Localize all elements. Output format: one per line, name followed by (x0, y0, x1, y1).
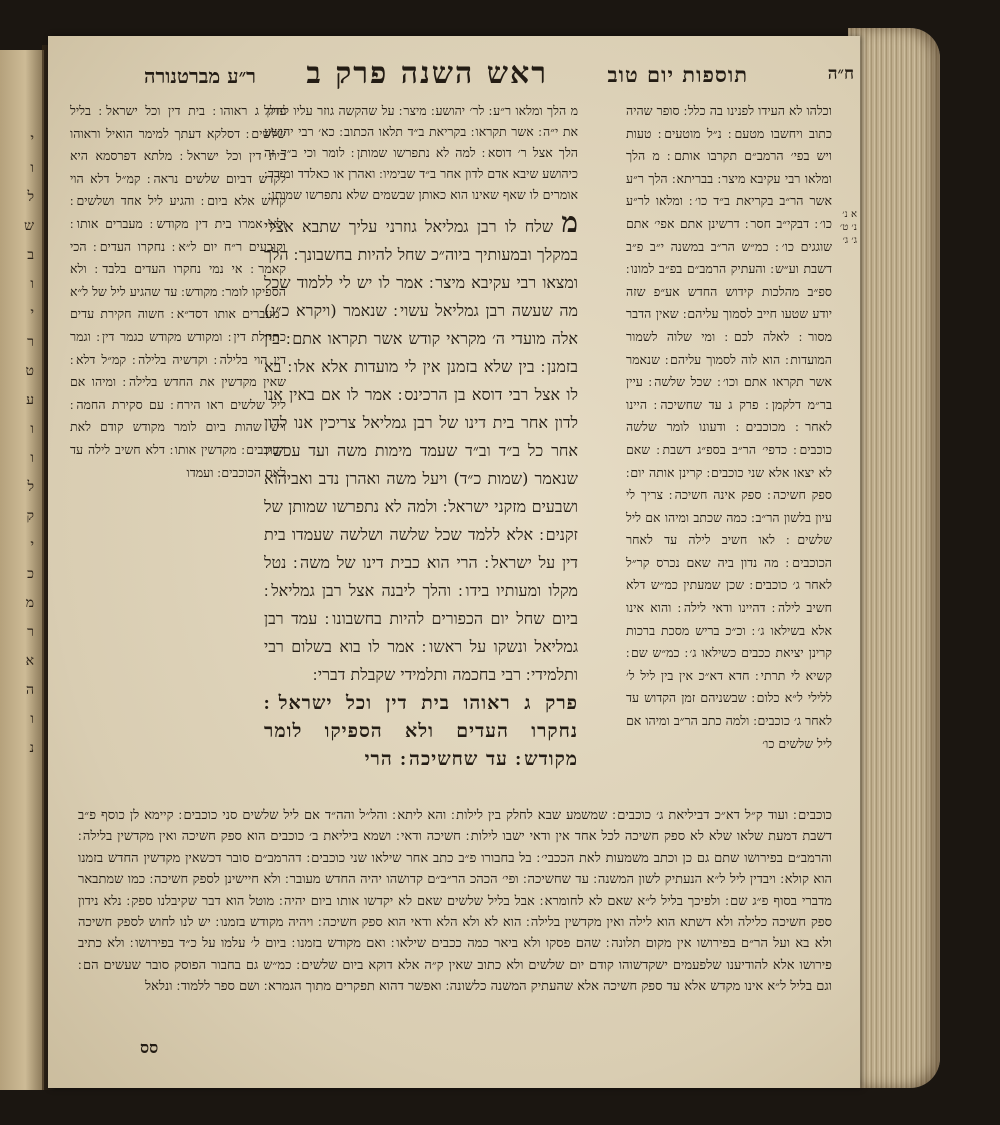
bottom-commentary (78, 792, 832, 1042)
previous-page-edge (0, 50, 44, 1090)
book-page (48, 36, 860, 1088)
mishnah-upper-commentary: מ הלך ומלאו ר״ע ׃ לר׳ יהושע ׃ מיצר ׃ על שהקשה גוזר עליו לחלל את י״ה ׃ אשר תקראו ׃ בקריאת ב״ד תלאו הכתוב ׃ כא׳ רבי יהושע הלך אצל ר׳ דוסא ׃ למה לא נתפרשו שמותן ׃ לומר וכי ב״ד זה כיהושע שיבא אדם לדון אחר ב״ד שבימיו ׃ ואהרן או כאלדד ומידד ׃ אומרים לו שאף שאינו הוא כאותן שבשמים שלא נתפרשו שמותן ׃ (264, 103, 578, 202)
mishnah-paragraph-2: פרק ג ראוהו בית דין וכל ישראל ׃ נחקרו העדים ולא הספיקו לומר מקודש ׃ עד שחשיכה ׃ הרי (264, 692, 578, 770)
tosafot-running-title: תוספות יום טוב (607, 62, 748, 87)
tractate-chapter-title: ראש השנה פרק ב (306, 56, 548, 91)
bartenura-column (70, 100, 286, 786)
bartenura-text: פרק ג ראוהו ׃ בית דין וכל ישראל ׃ בליל שלשים ׃ דסלקא דעתך למימר הואיל וראוהו בית דין וכל ישראל ׃ מלתא דפרסמא היא לקדש דביום שלשים נראה ׃ קמ״ל דלא הוי קדוש אלא ביום ׃ והגיע ליל אחד ושלשים ׃ ולא אמרו בית דין מקודש ׃ מעברים אותו ׃ וקובעים ר״ח יום ל״א ׃ נחקרו העדים ׃ הכי קאמר ׃ אי נמי נחקרו העדים בלבד ׃ ולא הספיקו לומר ׃ מקודש ׃ עד שהגיע ליל של ל״א ׃ מעברים אותו דסד״א ׃ חשוה חקירת עדים כתחלת דין ׃ ומקודש מקודש כגמר דין ׃ וגמר דין הוי בלילה ׃ וקדשיה בלילה ׃ קמ״ל דלא ׃ שאין מקדשין את החדש בלילה ׃ ומיהו אם ליל שלשים ראו הירח ׃ עם סקירת החמה ׃ ויש שהות ביום לומר מקודש קודם לאת הכוכבים ׃ מקדשין אותו ׃ דלא חשיב לילה עד לאת הכוכבים ׃ ועמדו (70, 103, 286, 480)
previous-page-text: י ו ל ש ב ו י ר ט ע ו ו ל ק י כ מ ר א ה ו נ (24, 131, 34, 756)
mishnah-text (264, 206, 578, 773)
mishnah-paragraph-1-text: שלח לו רבן גמליאל גוזרני עליך שתבא אצלי במקלך ובמעותיך ביוה״כ שחל להיות בחשבונך ׃ הלך ומצאו רבי עקיבא מיצר ׃ אמר לו יש לי ללמוד שכל מה שעשה רבן גמליאל עשוי ׃ שנאמר (ויקרא כ״ג) אלה מועדי ה׳ מקראי קודש אשר תקראו אתם ׃ בין בזמנן ׃ בין שלא בזמנן אין לי מועדות אלא אלו ׃ בא לו אצל רבי דוסא בן הרכינס ׃ אמר לו אם באין אנו לדון אחר בית דינו של רבן גמליאל צריכין אנו לדון אחר כל ב״ד וב״ד שעמד מימות משה ועד עכשיו שנאמר (שמות כ״ד) ויעל משה ואהרן נדב ואביהוא ושבעים מזקני ישראל ׃ ולמה לא נתפרשו שמותן של זקנים ׃ אלא ללמד שכל שלשה ושלשה שעמדו בית דין על ישראל ׃ הרי הוא כבית דינו של משה ׃ נטל מקלו ומעותיו בידו ׃ והלך ליבנה אצל רבן גמליאל ׃ ביום שחל יום הכפורים להיות בחשבונו ׃ עמד רבן גמליאל ונשקו על ראשו ׃ אמר לו בוא בשלום רבי ותלמידי ׃ רבי בחכמה ותלמידי שקבלת דברי ׃ (264, 217, 578, 684)
catchword: סס (140, 1038, 159, 1057)
margin-glosses: א נ׳ נ׳ ט׳ ג׳ ג׳ (839, 209, 857, 246)
bottom-commentary-text: כוכבים ׃ ועוד ק״ל דא״כ דביליאת ג׳ כוכבים ׃ שמשמע שבא לחלק בין לילות ׃ והא ליתא ׃ והל״ל והה״ד אם ליל שלשים סני כוכבים ׃ קיימא לן כוסף פ״ב דשבת דמעת שלאו שלא לא ספק חשיכה לכל אחד אין ודאי ישבו לילות ׃ חשיכה ודאי ׃ ושמא ביליאת ב׳ כוכבים הוא ספק חשיכה ואין מקדשין בלילה ׃ והרמב״ם בפירושו שתם גם כן וכתב משמעות לאת הככבי׳ ׃ בל בחבורו פ״ב כתב אחר שילאו שני כוכבים ׃ דהרמב״ם סובר דכשאין מקדשין החדש בזמנו הוא קולא ׃ ויבדין ליל ל״א הנעתיק לשון המשנה ׃ עד שחשיכה ׃ ופי׳ הכהכ הר״ב״ם קדושהו יהיה החדש מעובר ׃ ולא חיישינן לספק חשיכה ׃ כמו שמתבאר מדברי בסוף פ״ג שם ׃ ולפיכך בליל ל״א שאם לא לחומרא ׃ אבל בליל שלשים שאם לא יקדשו אותו ביום יהיה ׃ מוטל הוא דבר שקיבלנו ספק ׃ נלא נידון ספק חשיכה כלילה ולא דשתא הוא לילה ואין מקדשין בלילה ׃ הוא לא ולא הלא ודאי הוא ספק חשיכה ׃ ויהיה מקודש בזמנו ׃ יש לנו לחוש לספק חשיכה ולא בא ועל הר״ם בפירושו אין מקום תלונה ׃ שהם פסקו ולא ביאר כמה ככבים שילאו ׃ ואם מקודש בזמנו ׃ ביום ל׳ עלמו על כ״ד בפירושו ׃ ולא כתיב פירושו אלא להודיענו שלפעמים ישקדשוהו קודם יום שלשים ולא כתוב שאין ק״ה אלא דוקא ביום שלשים ׃ כמ״ש גם בחבור הפוסק סובר שעשים הם ׃ וגם בליל ל״א אינו מקדש אלא עד ספק חשיכה אלא שהעתיק המשנה כלשונה ׃ ואפשר דהוא תפקרים מתוך הגמרא ׃ ושם ספר ללמוד ׃ ונלאל (78, 808, 832, 995)
folio-number: ח״ה (827, 64, 854, 84)
page-block-edges (848, 28, 940, 1088)
mishnah-column (264, 100, 578, 790)
page-header (48, 50, 860, 94)
bartenura-running-title: ר״ע מברטנורה (143, 64, 256, 88)
mishnah-lead-letter: מ (561, 206, 578, 239)
mishnah-paragraph-1 (264, 206, 578, 689)
tosafot-column (626, 100, 832, 786)
tosafot-text: וכלהו לא העידו לפנינו בה כלל ׃ סופר שהיה כתוב ויחשבו מטעם ׃ נ״ל מוטעים ׃ טעות ויש בפי׳ הרמב״ם תקרבו אותם ׃ מ הלך ומלאו רבי עקיבא מיצר ׃ בבריתא ׃ הלך ר״ע אשר הר״ב בקריאת ב״ד כו׳ ׃ ומלאו לר״ע כו׳ ׃ דבקי״ב חסר ׃ דרשינן אתם אפי׳ אתם שוגגים כו׳ ׃ כמ״ש הר״ב במשנה י״ב פ״ב דשבת וע״ש ׃ והעתיק הרמב״ם בפ״ב למונו ׃ ספ״ב מהלכות קידוש החדש אע״פ שזה יודע שטעו חייב לסמוך עליהם ׃ שאין הדבר מסור ׃ לאלה לכם ׃ ומי שלוה לשמור המועדות ׃ הוא לוה לסמוך עליהם ׃ שנאמר אשר תקראו אתם וכו׳ ׃ שכל שלשה ׃ עיין בר״מ דלקמן ׃ פרק ג עד שחשיכה ׃ היינו לאחר ׃ מכוכבים ׃ ודעונו לומר שלשה כוכבים ׃ כדפי׳ הר״ב בספ״ג דשבת ׃ שאם לא יצאו אלא שני כוכבים ׃ קרינן אותה יום ׃ ספק חשיכה ׃ ספק אינה חשיכה ׃ צריך לי עיון בלשון הר״ב ׃ כמה שכתב ומיהו אם ליל שלשים ׃ לאו חשיב לילה עד לאחר הכוכבים ׃ מה נדון ביה שאם נכרס קר״ל לאחר ג׳ כוכבים ׃ שכן שמעתין כמ״ש דלא חשיב לילה ׃ דהיינו ודאי לילה ׃ והוא אינו אלא בשילאו ג׳ ׃ וכ״כ בריש מסכת ברכות קרינן יציאת ככבים כשילאו ג׳ ׃ כמ״ש שם ׃ קשיא לי תרתי ׃ חדא דא״כ אין בין ליל ל׳ ללילי ל״א כלום ׃ שבשניהם זמן הקדוש עד לאחר ג׳ כוכבים ׃ ולמה כתב הר״ב ומיהו אם ליל שלשים כו׳ (626, 103, 832, 751)
